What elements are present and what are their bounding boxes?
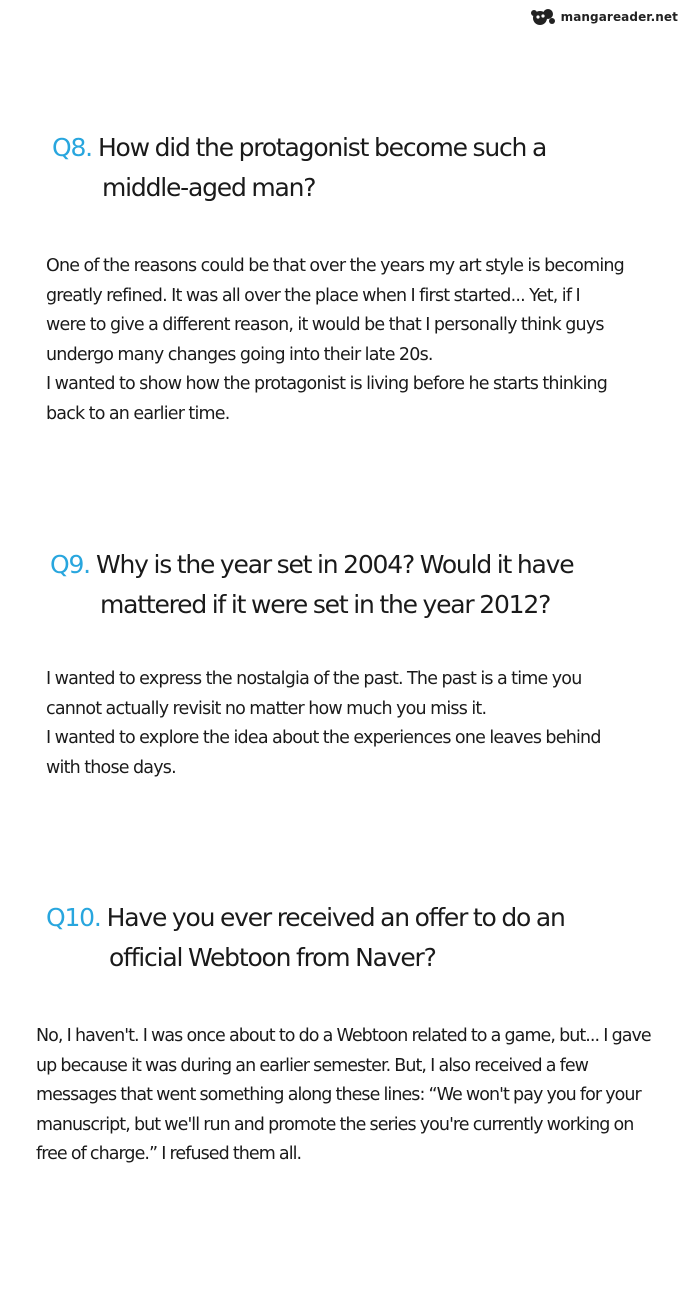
answer-line: cannot actually revisit no matter how much you miss it. <box>46 698 487 719</box>
question-line: Why is the year set in 2004? Would it have <box>95 550 574 579</box>
answer-line: undergo many changes going into their late 20s. <box>46 344 433 365</box>
answer-line: I wanted to explore the idea about the experiences one leaves behind <box>46 728 601 748</box>
watermark-text: mangareader.net <box>560 10 678 24</box>
answer-text-q9 <box>46 665 601 783</box>
question-line: How did the protagonist become such a <box>97 133 547 162</box>
answer-line: up because it was during an earlier semester. But, I also received a few <box>36 1055 589 1076</box>
qa-block-q9 <box>50 545 573 625</box>
answer-line: were to give a different reason, it would be that I personally think guys <box>46 315 604 335</box>
qa-block-q8 <box>52 128 546 208</box>
question-line: mattered if it were set in the year 2012? <box>100 590 551 619</box>
answer-line: greatly refined. It was all over the place when I first started... Yet, if I <box>46 285 580 306</box>
question-line: Have you ever received an offer to do an <box>106 903 565 932</box>
question-heading <box>46 898 565 978</box>
question-number: Q10. <box>46 903 101 932</box>
question-number: Q9. <box>50 550 90 579</box>
answer-line: free of charge.” I refused them all. <box>36 1144 302 1164</box>
answer-line: I wanted to show how the protagonist is living before he starts thinking <box>46 374 608 394</box>
answer-line: I wanted to express the nostalgia of the past. The past is a time you <box>46 669 582 689</box>
answer-line: No, I haven't. I was once about to do a Webtoon related to a game, but... I gave <box>36 1026 651 1046</box>
answer-line: back to an earlier time. <box>46 403 230 424</box>
answer-text-q8 <box>46 252 624 429</box>
watermark <box>528 6 678 28</box>
answer-line: manuscript, but we'll run and promote the series you're currently working on <box>36 1114 634 1135</box>
question-number: Q8. <box>52 133 92 162</box>
question-line: official Webtoon from Naver? <box>109 943 436 972</box>
mangareader-logo-icon <box>528 6 558 28</box>
qa-block-q10 <box>46 898 565 978</box>
answer-line: One of the reasons could be that over the years my art style is becoming <box>46 256 624 276</box>
answer-line: messages that went something along these lines: “We won't pay you for your <box>36 1085 641 1105</box>
answer-line: with those days. <box>46 757 176 778</box>
question-heading <box>52 128 546 208</box>
question-heading <box>50 545 573 625</box>
answer-text-q10 <box>36 1022 651 1170</box>
question-line: middle-aged man? <box>102 173 316 202</box>
